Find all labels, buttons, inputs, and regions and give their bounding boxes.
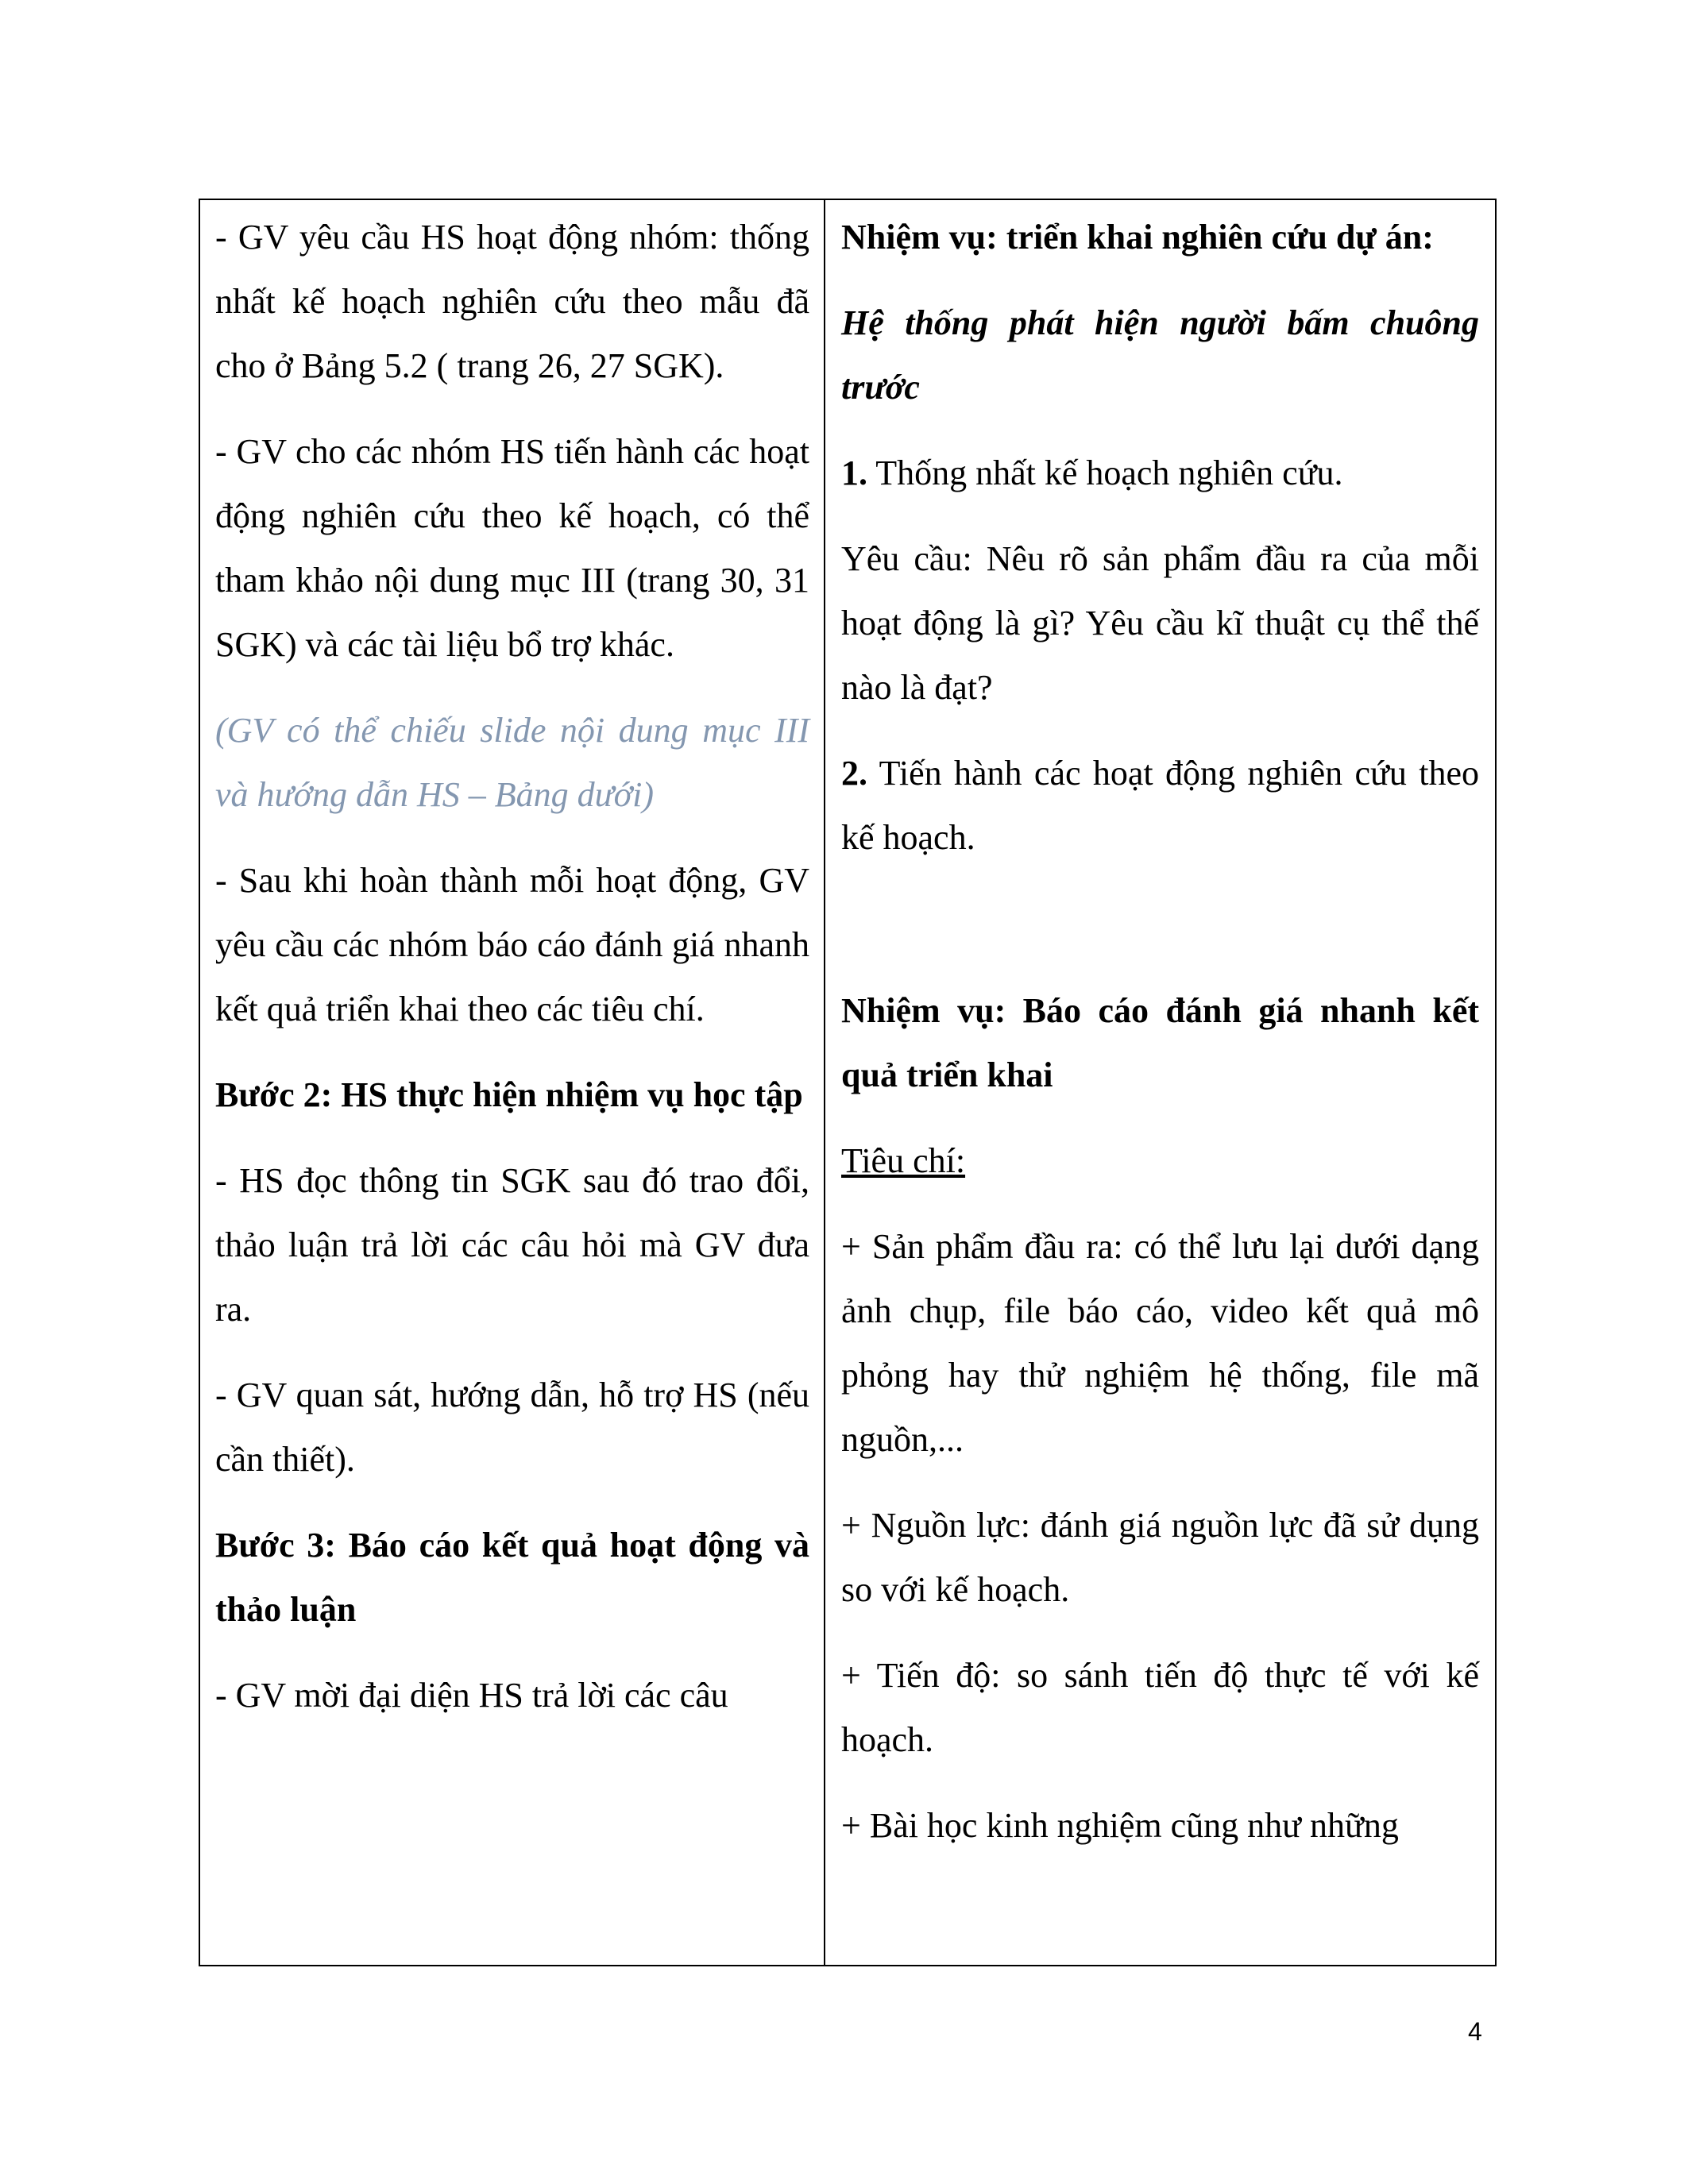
step-3-heading: Bước 3: Báo cáo kết quả hoạt động và thảo luận xyxy=(215,1526,809,1629)
instruction-paragraph: - GV quan sát, hướng dẫn, hỗ trợ HS (nếu cần thiết). xyxy=(215,1376,809,1479)
item-number: 1. xyxy=(841,453,867,492)
item-text: Tiến hành các hoạt động nghiên cứu theo kế hoạch. xyxy=(841,754,1479,857)
instruction-paragraph: - GV cho các nhóm HS tiến hành các hoạt động nghiên cứu theo kế hoạch, có thể tham khảo nội dung mục III (trang 30, 31 SGK) và các tài liệu bổ trợ khác. xyxy=(215,432,809,664)
expected-results-column xyxy=(825,200,1495,1965)
instruction-paragraph: - Sau khi hoàn thành mỗi hoạt động, GV yêu cầu các nhóm báo cáo đánh giá nhanh kết quả triển khai theo các tiêu chí. xyxy=(215,861,809,1028)
task-heading: Nhiệm vụ: Báo cáo đánh giá nhanh kết quả triển khai xyxy=(841,991,1479,1094)
teacher-note: (GV có thể chiếu slide nội dung mục III và hướng dẫn HS – Bảng dưới) xyxy=(215,711,809,814)
step-2-heading: Bước 2: HS thực hiện nhiệm vụ học tập xyxy=(215,1075,803,1114)
item-number: 2. xyxy=(841,754,867,793)
item-text: Thống nhất kế hoạch nghiên cứu. xyxy=(867,453,1343,492)
requirement-paragraph: Yêu cầu: Nêu rõ sản phẩm đầu ra của mỗi hoạt động là gì? Yêu cầu kĩ thuật cụ thể thế nào là đạt? xyxy=(841,539,1479,707)
instruction-paragraph: - HS đọc thông tin SGK sau đó trao đổi, thảo luận trả lời các câu hỏi mà GV đưa ra. xyxy=(215,1161,809,1329)
instruction-paragraph: - GV mời đại diện HS trả lời các câu xyxy=(215,1676,728,1715)
teacher-activities-column xyxy=(200,200,825,1965)
criterion-item: + Nguồn lực: đánh giá nguồn lực đã sử dụng so với kế hoạch. xyxy=(841,1506,1479,1609)
criterion-item: + Bài học kinh nghiệm cũng như những xyxy=(841,1806,1399,1845)
task-heading: Nhiệm vụ: triển khai nghiên cứu dự án: xyxy=(841,218,1434,257)
criterion-item: + Sản phẩm đầu ra: có thể lưu lại dưới dạng ảnh chụp, file báo cáo, video kết quả mô phỏng hay thử nghiệm hệ thống, file mã nguồn,... xyxy=(841,1227,1479,1459)
numbered-item xyxy=(841,441,1479,505)
criteria-label-line xyxy=(841,1129,1479,1193)
criterion-item: + Tiến độ: so sánh tiến độ thực tế với kế hoạch. xyxy=(841,1656,1479,1759)
instruction-paragraph: - GV yêu cầu HS hoạt động nhóm: thống nhất kế hoạch nghiên cứu theo mẫu đã cho ở Bảng 5.2 ( trang 26, 27 SGK). xyxy=(215,218,809,385)
lesson-plan-table xyxy=(199,199,1497,1966)
blank-space xyxy=(841,891,1479,978)
numbered-item xyxy=(841,741,1479,870)
criteria-label: Tiêu chí: xyxy=(841,1141,966,1180)
page-number: 4 xyxy=(1468,2017,1482,2046)
project-title: Hệ thống phát hiện người bấm chuông trước xyxy=(841,303,1479,407)
